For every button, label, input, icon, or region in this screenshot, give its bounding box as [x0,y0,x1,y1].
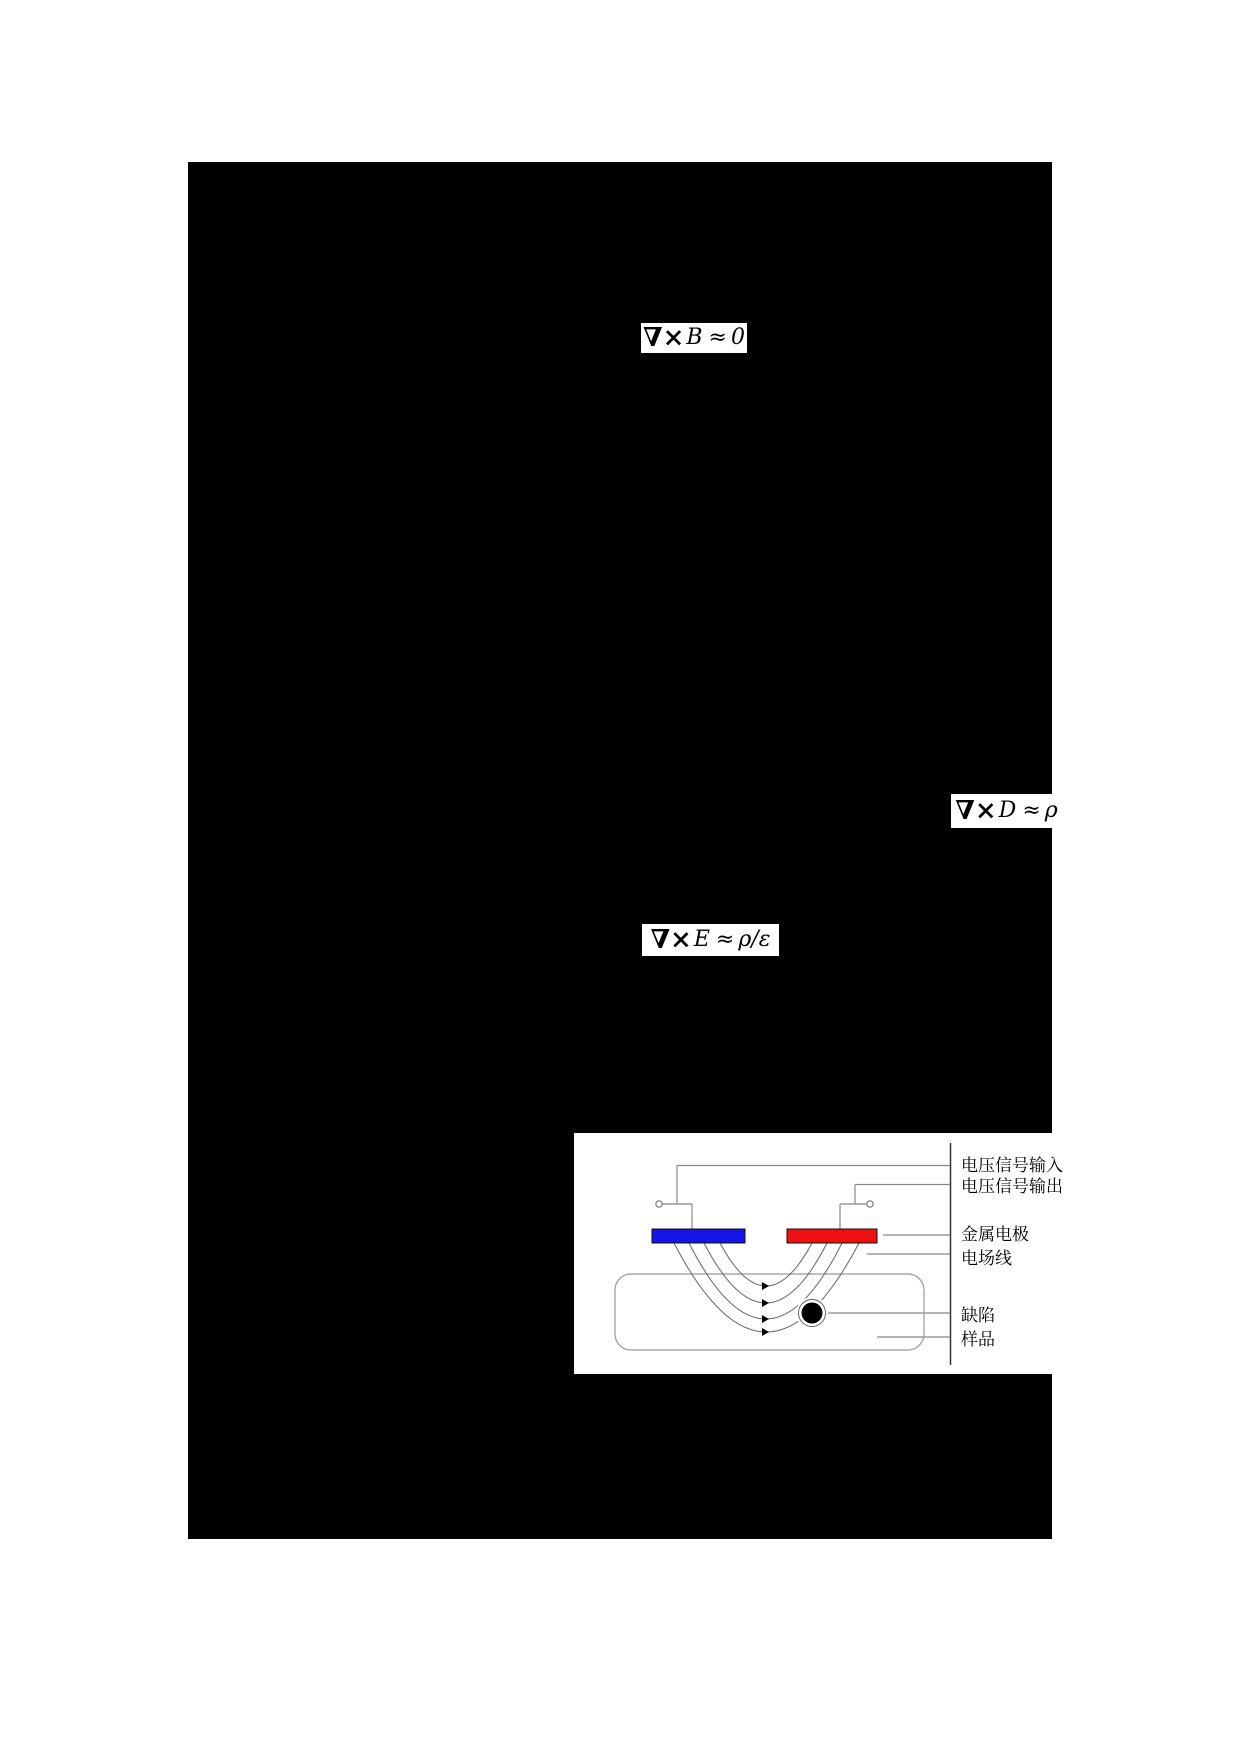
terminal-circle-left [656,1201,662,1207]
label-sample: 样品 [961,1330,995,1350]
formula-variable: D [998,798,1017,823]
nabla-operator: ∇× [955,796,997,826]
formula-value: ρ/ε [738,927,771,952]
approx-sign: ≈ [715,927,735,952]
approx-sign: ≈ [708,325,727,350]
defect-dot [802,1303,823,1324]
label-defect: 缺陷 [961,1306,995,1326]
field-arc-1 [720,1243,812,1286]
label-voltage-signal-input: 电压信号输入 [961,1156,1063,1176]
arrowhead-4 [762,1328,769,1336]
arrowhead-2 [762,1299,769,1307]
formula-variable: E [693,927,710,952]
electrode-right [787,1229,877,1243]
formula-divergence-d [951,794,1062,828]
label-voltage-signal-output: 电压信号输出 [961,1177,1063,1197]
page-image-area [188,162,1063,1539]
arrowhead-1 [762,1282,769,1290]
nabla-operator: ∇× [650,925,692,955]
label-metal-electrode: 金属电极 [961,1225,1029,1245]
formula-value: ρ [1044,798,1058,823]
experiment-figure [574,1133,1066,1374]
field-arrowheads [762,1282,769,1336]
terminal-circle-right [867,1201,873,1207]
formula-divergence-b [641,323,747,353]
formula-value: 0 [730,325,745,350]
nabla-operator: ∇× [643,323,685,353]
formula-divergence-e [642,924,779,956]
signal-wires [656,1166,873,1230]
label-electric-field-line: 电场线 [961,1249,1012,1269]
approx-sign: ≈ [1022,798,1041,823]
electrode-left [652,1229,745,1243]
arrowhead-3 [762,1315,769,1323]
defect-group [796,1297,828,1329]
formula-variable: B [686,325,703,350]
